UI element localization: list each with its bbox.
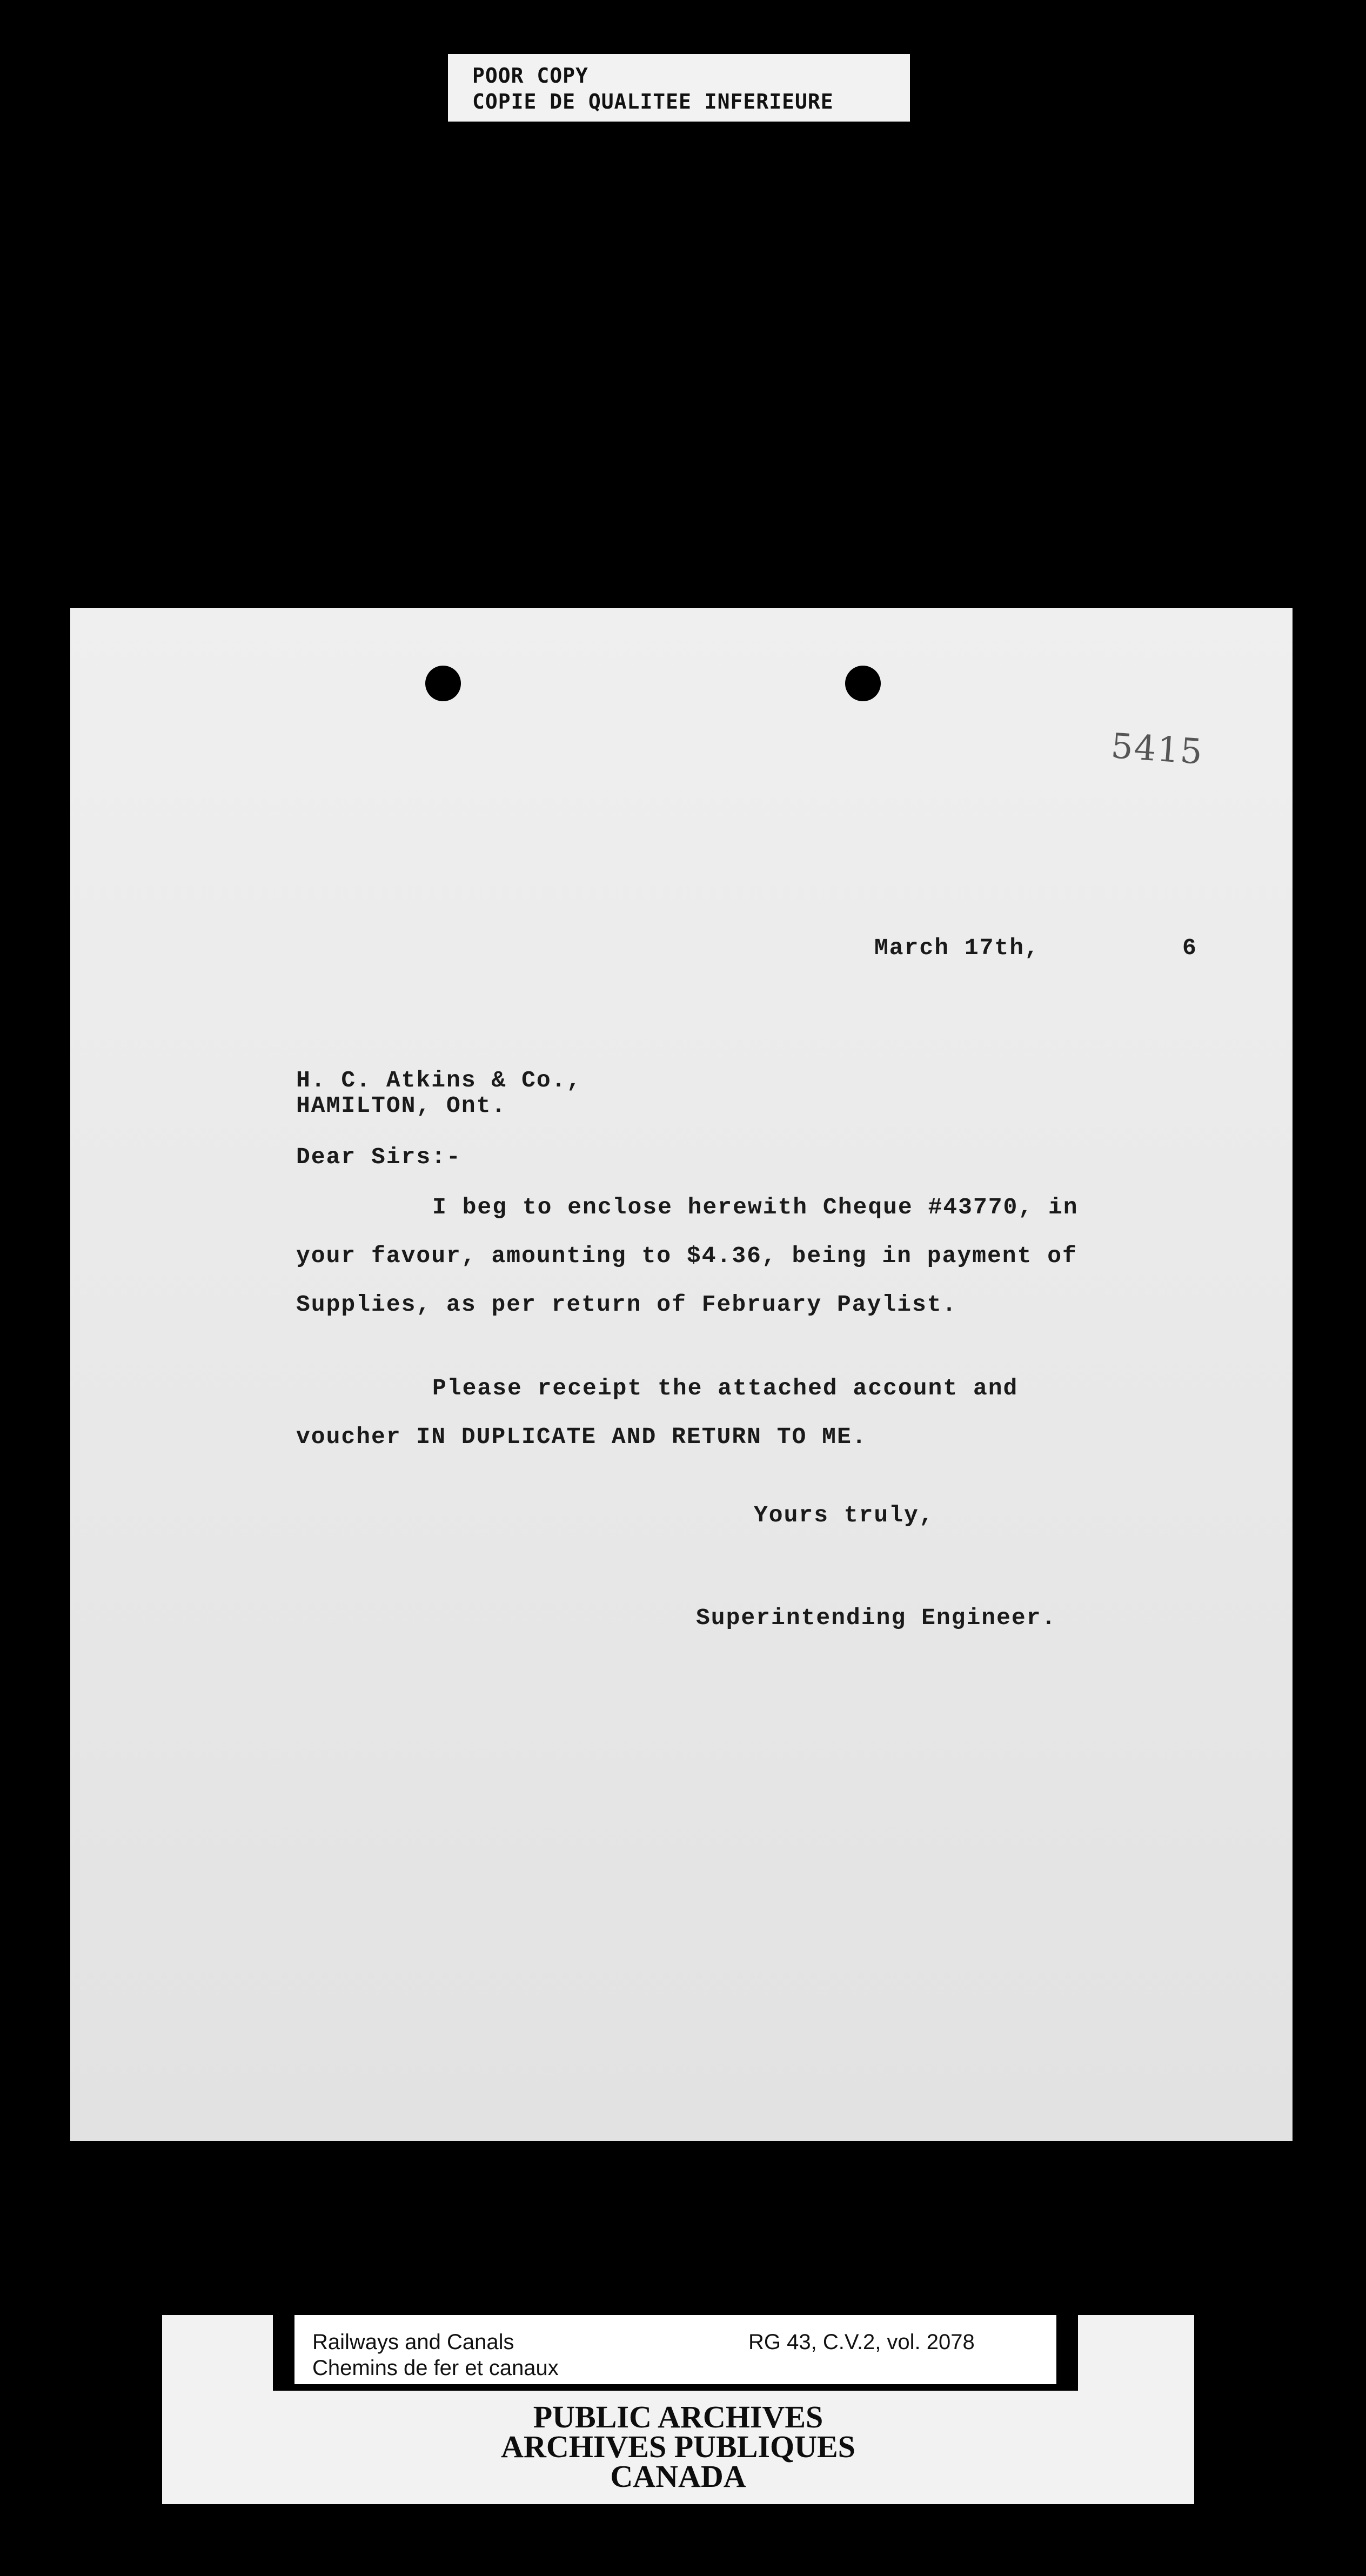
department-en: Railways and Canals — [312, 2330, 514, 2354]
archives-title-en: PUBLIC ARCHIVES — [533, 2399, 823, 2434]
reference-box — [294, 2315, 1056, 2384]
poor-copy-label-fr: COPIE DE QUALITEE INFERIEURE — [472, 90, 834, 113]
recipient-city: HAMILTON, Ont. — [296, 1092, 507, 1119]
signature-title: Superintending Engineer. — [696, 1605, 1057, 1631]
archives-title-fr: ARCHIVES PUBLIQUES — [501, 2429, 855, 2464]
body-paragraph-2-line: voucher IN DUPLICATE AND RETURN TO ME. — [296, 1424, 867, 1450]
salutation: Dear Sirs:- — [296, 1144, 461, 1170]
body-paragraph-2-line: Please receipt the attached account and — [432, 1375, 1019, 1401]
archives-footer — [162, 2315, 1194, 2504]
punch-hole-right — [845, 666, 881, 701]
body-paragraph-1-line: Supplies, as per return of February Paylist. — [296, 1291, 957, 1318]
closing: Yours truly, — [754, 1502, 934, 1528]
file-number-stamp: 5415 — [1109, 726, 1205, 773]
poor-copy-label: POOR COPY — [472, 64, 588, 88]
punch-hole-left — [425, 666, 461, 701]
page-number: 6 — [1182, 935, 1197, 961]
archive-reference: RG 43, C.V.2, vol. 2078 — [748, 2330, 975, 2354]
body-paragraph-1-line: your favour, amounting to $4.36, being in payment of — [296, 1243, 1077, 1269]
department-fr: Chemins de fer et canaux — [312, 2356, 559, 2380]
body-paragraph-1-line: I beg to enclose herewith Cheque #43770, in — [432, 1194, 1079, 1220]
poor-copy-notice — [448, 54, 910, 122]
letter-date: March 17th, — [874, 935, 1040, 961]
recipient-name: H. C. Atkins & Co., — [296, 1067, 582, 1094]
letter-page — [70, 608, 1293, 2141]
archives-country: CANADA — [610, 2459, 746, 2494]
